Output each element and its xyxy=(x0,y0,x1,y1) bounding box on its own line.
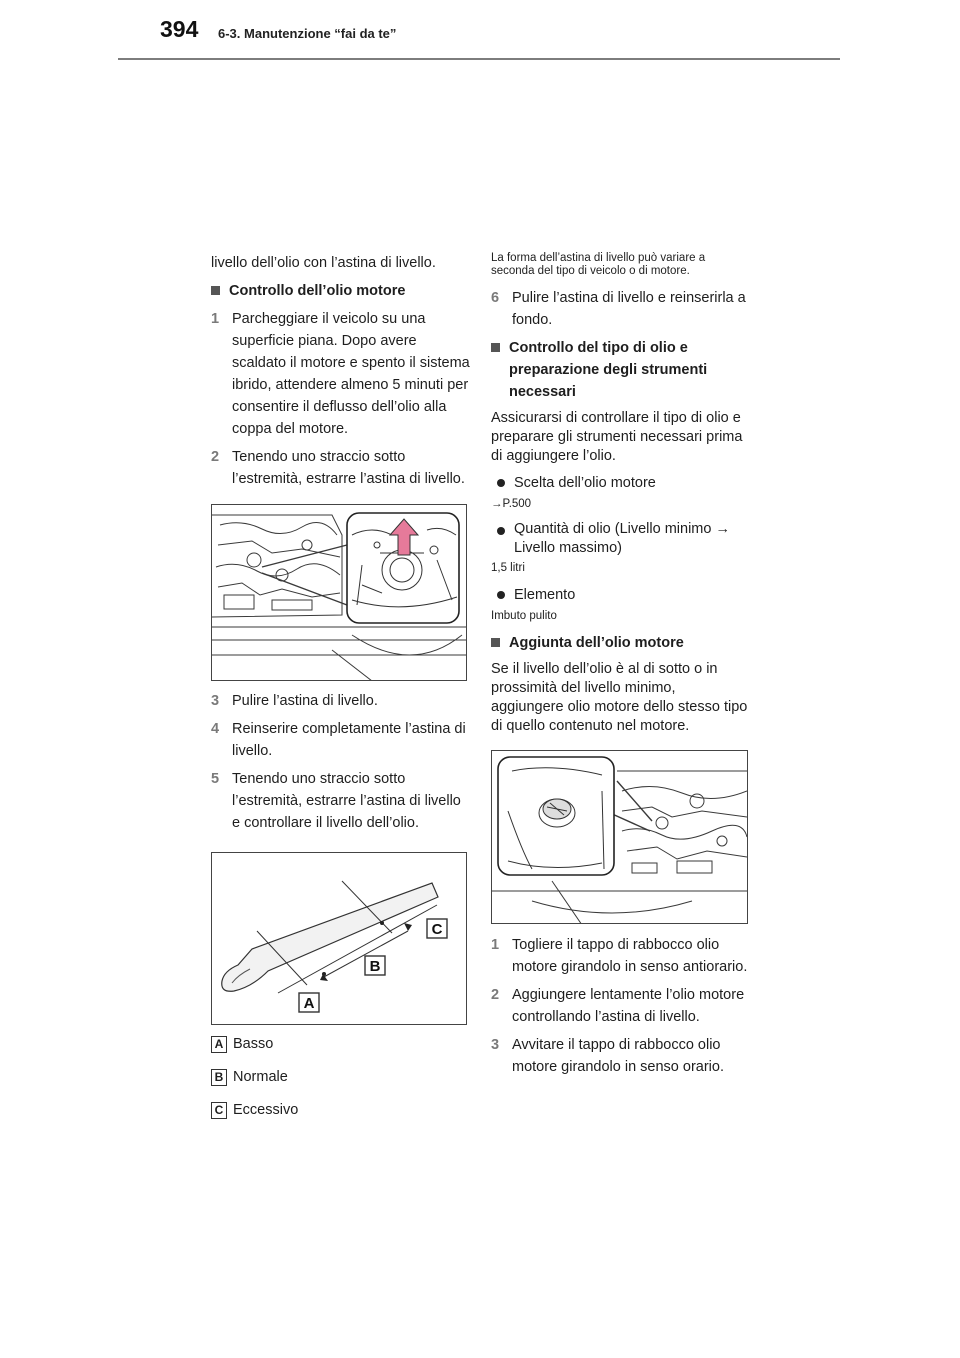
square-bullet-icon xyxy=(211,286,220,295)
heading-add-oil: Aggiunta dell’olio motore xyxy=(491,632,751,654)
legend-key: B xyxy=(211,1069,227,1086)
bullet-oil-choice: Scelta dell’olio motore xyxy=(491,472,751,494)
heading-check-oil: Controllo dell’olio motore xyxy=(211,280,471,302)
square-bullet-icon xyxy=(491,343,500,352)
dipstick-note: La forma dell’astina di livello può variare a seconda del tipo di veicolo o di motore. xyxy=(491,252,706,277)
step-6: 6 Pulire l’astina di livello e reinserirla a fondo. xyxy=(491,290,746,328)
oil-choice-ref: →P.500 xyxy=(491,498,532,510)
oil-quantity-value: 1,5 litri xyxy=(491,562,525,574)
step-4: 4 Reinserire completamente l’astina di livello. xyxy=(211,721,466,759)
heading-oil-type: Controllo del tipo di olio e preparazione degli strumenti necessari xyxy=(491,337,751,403)
bullet-icon xyxy=(497,479,505,487)
bullet-icon xyxy=(497,527,505,535)
dipstick-pull-illustration xyxy=(211,504,467,681)
bullet-oil-quantity: Quantità di olio (Livello minimo → Livello massimo) xyxy=(491,520,751,558)
bullet-item: Elemento xyxy=(491,584,751,606)
page-number: 394 xyxy=(160,16,199,42)
step-1: 1 Parcheggiare il veicolo su una superficie piana. Dopo avere scaldato il motore e spento il sistema ibrido, attendere almeno 5 minuti per consentire il deflusso dell’olio alla coppa del motore. xyxy=(211,311,470,437)
header-divider xyxy=(118,58,840,60)
oil-filler-cap-illustration xyxy=(491,750,748,924)
dipstick-label-b: B xyxy=(369,958,381,975)
legend-key: A xyxy=(211,1036,227,1053)
legend-excessive: C Eccessivo xyxy=(211,1099,471,1121)
item-funnel: Imbuto pulito xyxy=(491,610,557,622)
section-title: 6-3. Manutenzione “fai da te” xyxy=(218,26,397,41)
legend-low: A Basso xyxy=(211,1033,471,1055)
dipstick-level-illustration xyxy=(211,852,467,1025)
step-2: 2 Tenendo uno straccio sotto l’estremità, estrarre l’astina di livello. xyxy=(211,449,465,487)
dipstick-label-a: A xyxy=(303,995,315,1012)
add-step-1: 1 Togliere il tappo di rabbocco olio motore girandolo in senso antiorario. xyxy=(491,937,748,975)
right-column xyxy=(491,252,751,1084)
step-5: 5 Tenendo uno straccio sotto l’estremità, estrarre l’astina di livello e controllare il livello dell’olio. xyxy=(211,771,461,831)
square-bullet-icon xyxy=(491,638,500,647)
left-column xyxy=(211,252,471,1132)
legend-key: C xyxy=(211,1102,227,1119)
legend-normal: B Normale xyxy=(211,1066,471,1088)
dipstick-label-c: C xyxy=(431,921,443,938)
add-step-3: 3 Avvitare il tappo di rabbocco olio motore girandolo in senso orario. xyxy=(491,1037,724,1075)
intro-text: livello dell’olio con l’astina di livello. xyxy=(211,255,436,271)
add-oil-intro: Se il livello dell’olio è al di sotto o in prossimità del livello minimo, aggiungere olio motore dello stesso tipo di quello contenuto nel motore. xyxy=(491,661,748,734)
add-step-2: 2 Aggiungere lentamente l’olio motore controllando l’astina di livello. xyxy=(491,987,745,1025)
step-3: 3 Pulire l’astina di livello. xyxy=(211,693,378,709)
bullet-icon xyxy=(497,591,505,599)
oil-type-intro: Assicurarsi di controllare il tipo di olio e preparare gli strumenti necessari prima di aggiungere l’olio. xyxy=(491,410,743,464)
